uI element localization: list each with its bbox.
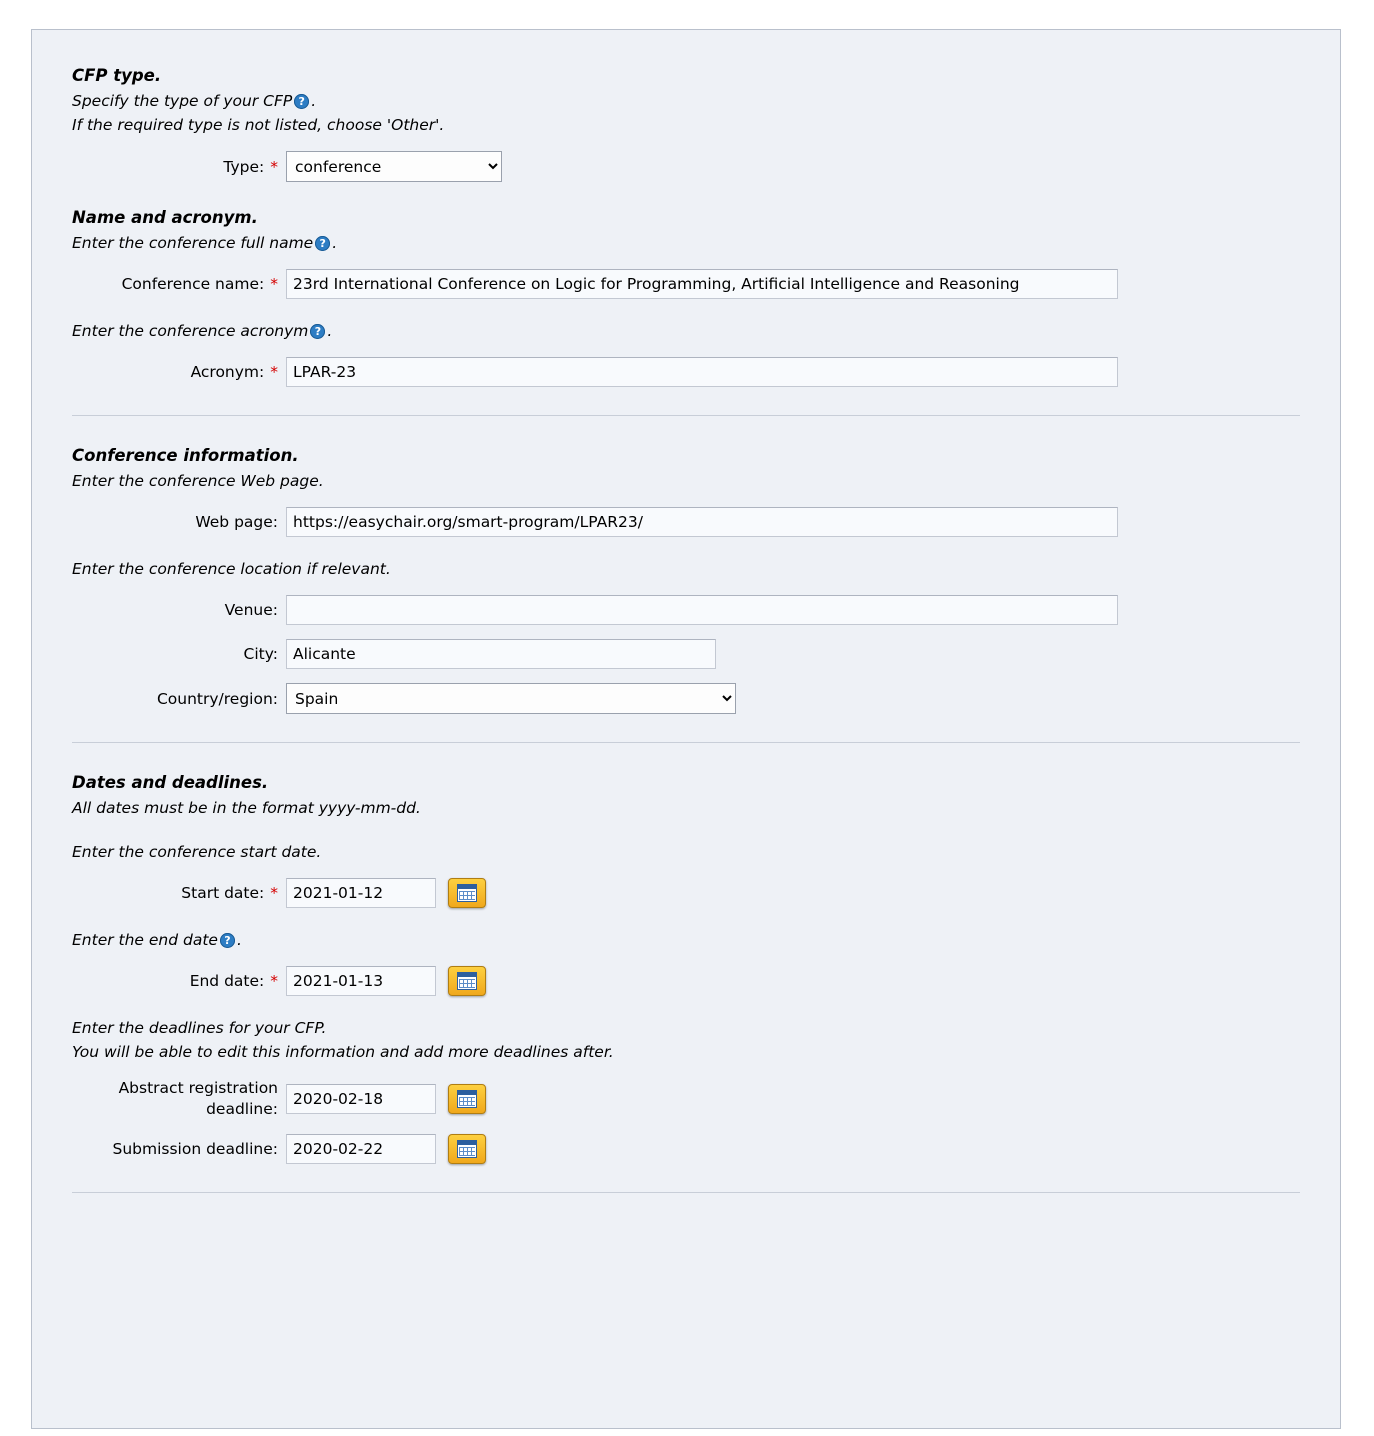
country-label: Country/region:: [156, 689, 278, 708]
conference-name-desc-tail: .: [332, 234, 338, 253]
row-submission-deadline: [72, 1134, 1300, 1164]
deadlines-desc-line1: Enter the deadlines for your CFP.: [72, 1019, 327, 1038]
acronym-label: Acronym:: [190, 363, 265, 382]
start-date-input[interactable]: [286, 878, 436, 908]
form-inner: [32, 30, 1340, 1193]
end-date-label: End date:: [189, 971, 265, 990]
row-end-date: [72, 966, 1300, 996]
deadlines-desc-line2: You will be able to edit this information and add more deadlines after.: [72, 1043, 614, 1062]
cfp-type-desc-tail: .: [311, 92, 317, 110]
end-date-label-wrap: [72, 971, 286, 992]
section-title-name-acronym: Name and acronym.: [72, 208, 258, 228]
divider: [72, 742, 1300, 743]
calendar-glyph: [457, 1140, 477, 1158]
help-icon[interactable]: ?: [315, 236, 330, 251]
type-label-wrap: [72, 158, 286, 176]
section-title-cfp-type: CFP type.: [72, 66, 162, 85]
section-cfp-type: [72, 66, 1300, 182]
city-label-wrap: [72, 645, 286, 663]
webpage-input[interactable]: [286, 507, 1118, 537]
conference-name-input[interactable]: [286, 269, 1118, 299]
calendar-icon[interactable]: [448, 878, 486, 908]
city-input[interactable]: [286, 639, 716, 669]
section-title-dates-deadlines: Dates and deadlines.: [72, 773, 269, 793]
start-date-description: Enter the conference start date.: [72, 843, 322, 862]
end-date-desc-tail: .: [236, 931, 242, 950]
row-city: [72, 639, 1300, 669]
cfp-type-description: [72, 89, 1300, 137]
acronym-desc-text: Enter the conference acronym: [72, 322, 309, 341]
end-date-desc-text: Enter the end date: [72, 931, 218, 950]
help-icon[interactable]: ?: [310, 324, 325, 339]
webpage-description: Enter the conference Web page.: [72, 472, 324, 491]
required-marker: *: [270, 971, 278, 990]
divider: [72, 415, 1300, 416]
conference-name-desc-text: Enter the conference full name: [72, 234, 314, 253]
acronym-label-wrap: [72, 363, 286, 381]
row-start-date: [72, 878, 1300, 908]
row-country: [72, 683, 1300, 714]
required-marker: *: [270, 363, 278, 382]
help-icon[interactable]: ?: [294, 94, 309, 109]
venue-input[interactable]: [286, 595, 1118, 625]
conference-name-description: [72, 231, 1300, 255]
conference-name-label-wrap: [72, 275, 286, 293]
country-select[interactable]: [286, 683, 736, 714]
webpage-label: Web page:: [195, 513, 278, 532]
cfp-type-desc-text: Specify the type of your CFP: [72, 92, 293, 110]
venue-label: Venue:: [224, 601, 278, 620]
submission-deadline-input[interactable]: [286, 1134, 436, 1164]
required-marker: *: [270, 883, 278, 902]
row-type: [72, 151, 1300, 182]
type-select[interactable]: [286, 151, 502, 182]
abstract-deadline-label-line1: Abstract registration: [118, 1079, 278, 1098]
abstract-deadline-label-line2: deadline:: [206, 1100, 278, 1119]
submission-deadline-label-wrap: [72, 1139, 286, 1160]
row-webpage: [72, 507, 1300, 537]
calendar-icon[interactable]: [448, 1134, 486, 1164]
deadlines-description: [72, 1016, 1300, 1064]
start-date-label: Start date:: [181, 883, 265, 902]
form-panel: [31, 29, 1341, 1429]
end-date-description: [72, 928, 1300, 952]
row-abstract-deadline: [72, 1078, 1300, 1120]
calendar-glyph: [457, 1090, 477, 1108]
row-acronym: [72, 357, 1300, 387]
submission-deadline-label: Submission deadline:: [112, 1139, 278, 1158]
section-conference-information: [72, 446, 1300, 714]
calendar-glyph: [457, 884, 477, 902]
calendar-glyph: [457, 972, 477, 990]
end-date-input[interactable]: [286, 966, 436, 996]
acronym-input[interactable]: [286, 357, 1118, 387]
required-marker: *: [270, 157, 278, 176]
conference-name-label: Conference name:: [121, 275, 265, 294]
required-marker: *: [270, 275, 278, 294]
country-label-wrap: [72, 690, 286, 708]
calendar-icon[interactable]: [448, 1084, 486, 1114]
date-format-note: All dates must be in the format yyyy-mm-dd.: [72, 799, 421, 818]
divider: [72, 1192, 1300, 1193]
cfp-type-desc-other: If the required type is not listed, choose 'Other'.: [72, 116, 445, 135]
section-dates-deadlines: [72, 773, 1300, 1164]
help-icon[interactable]: ?: [220, 933, 235, 948]
section-title-conference-information: Conference information.: [72, 446, 299, 466]
type-label: Type:: [223, 157, 265, 176]
city-label: City:: [243, 645, 278, 664]
calendar-icon[interactable]: [448, 966, 486, 996]
section-name-acronym: [72, 208, 1300, 387]
row-conference-name: [72, 269, 1300, 299]
venue-label-wrap: [72, 601, 286, 619]
start-date-label-wrap: [72, 883, 286, 904]
abstract-deadline-label-wrap: [72, 1078, 286, 1120]
acronym-desc-tail: .: [327, 322, 333, 341]
row-venue: [72, 595, 1300, 625]
acronym-description: [72, 319, 1300, 343]
location-description: Enter the conference location if relevant.: [72, 560, 391, 579]
webpage-label-wrap: [72, 513, 286, 531]
abstract-deadline-input[interactable]: [286, 1084, 436, 1114]
